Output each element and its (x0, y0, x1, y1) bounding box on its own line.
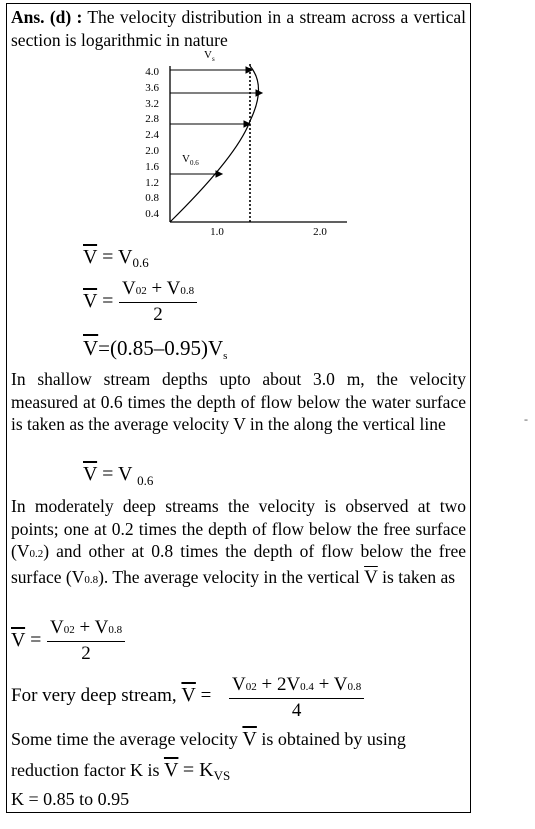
y-tick-label: 2.0 (145, 145, 159, 157)
reduction-paragraph-line1: Some time the average velocity $\overline{V}$ is obtained by using (11, 728, 406, 750)
y-tick-label: 4.0 (145, 66, 159, 78)
reduction-paragraph-line2: reduction factor K is $\overline{V} = K_{VS}$ (11, 759, 231, 783)
intro-text: The velocity distribution in a stream across a vertical section is logarithmic in nature (11, 7, 466, 50)
equation-deep-stream: For very deep stream, $\overline{V}$ = (11, 684, 212, 706)
velocity-profile-graph (132, 46, 352, 241)
equation-deep-stream-fraction: $\frac{V02 + 2V0.4 + V0.8}{4}$ (229, 674, 364, 723)
equation-v-equals-v06-b: $\overline{V} = V$ $_{0.6}$ (83, 463, 154, 488)
y-axis-labels (145, 66, 159, 220)
y-tick-label: 2.4 (145, 129, 159, 141)
answer-box (6, 3, 471, 813)
equation-two-point-average: $\overline{V}$ = (83, 290, 114, 312)
equation-two-point-fraction-b: $\frac{V02 + V0.8}{2}$ (47, 617, 125, 666)
shallow-stream-paragraph: In shallow stream depths upto about 3.0 m, the velocity measured at 0.6 times the depth of flow below the water surface is taken as the average velocity V in the along the vertical line (11, 369, 466, 434)
y-tick-label: 1.2 (145, 177, 159, 189)
x-axis-labels (210, 226, 327, 238)
y-tick-label: 3.6 (145, 82, 159, 94)
v06-label: $V_{0.6}$ (182, 153, 199, 167)
x-tick-label: 2.0 (313, 226, 327, 238)
moderately-deep-paragraph: In moderately deep streams the velocity is observed at two points; one at 0.2 times the depth of flow below the free surface (V0.2) and other at 0.8 times the depth of flow below the free surface (V0.8). The average velocity in the vertical $\overline{V}$ is taken as (11, 496, 466, 588)
vs-label: $V_s$ (204, 49, 215, 63)
k-range-line: K = 0.85 to 0.95 (11, 789, 130, 809)
y-tick-label: 2.8 (145, 113, 159, 125)
y-tick-label: 3.2 (145, 98, 159, 110)
y-tick-label: 0.8 (145, 192, 159, 204)
velocity-profile-curve (170, 66, 259, 222)
equation-two-point-fraction: $\frac{V02 + V0.8}{2}$ (119, 278, 197, 327)
stray-mark: - (524, 412, 528, 426)
equation-range-vs: $\overline{V}=(0.85-0.95)Vs$ (83, 336, 228, 362)
equation-two-point-average-b: $\overline{V}$ = (11, 629, 42, 651)
answer-label: Ans. (d) : (11, 7, 83, 27)
y-tick-label: 0.4 (145, 208, 159, 220)
intro-paragraph (11, 6, 466, 51)
y-tick-label: 1.6 (145, 161, 159, 173)
equation-v-equals-v06: $\overline{V} = V_{0.6}$ (83, 246, 149, 270)
x-tick-label: 1.0 (210, 226, 224, 238)
arrow-head (216, 171, 222, 177)
